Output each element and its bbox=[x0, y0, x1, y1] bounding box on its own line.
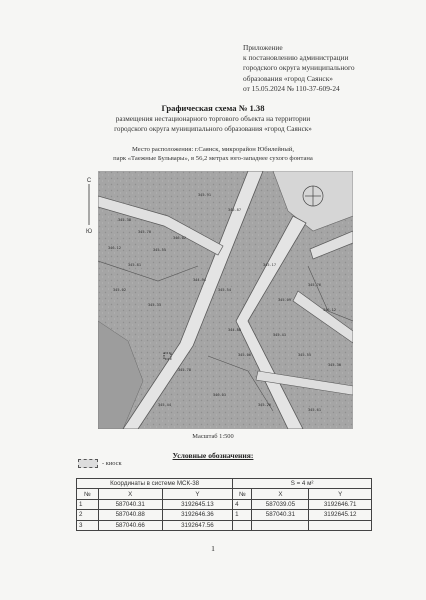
x-value: 587039.05 bbox=[252, 499, 309, 509]
svg-text:345.55: 345.55 bbox=[298, 353, 311, 357]
subtitle-line: городского округа муниципального образования «город Саянск» bbox=[114, 124, 312, 133]
header-cell: № bbox=[77, 489, 99, 499]
document-title: Графическая схема № 1.38 bbox=[161, 103, 265, 113]
y-value: 3192645.12 bbox=[309, 510, 372, 520]
svg-text:345.81: 345.81 bbox=[128, 263, 141, 267]
point-number: 1 bbox=[77, 499, 99, 509]
south-label: Ю bbox=[85, 229, 93, 235]
empty-cell bbox=[233, 520, 252, 530]
svg-text:345.55: 345.55 bbox=[153, 248, 166, 252]
y-value: 3192647.56 bbox=[162, 520, 232, 530]
fountain-icon bbox=[303, 186, 323, 206]
svg-text:345.06: 345.06 bbox=[238, 353, 251, 357]
svg-text:345.76: 345.76 bbox=[308, 283, 321, 287]
header-cell: № bbox=[233, 489, 252, 499]
svg-text:346.12: 346.12 bbox=[108, 246, 121, 250]
location-line: Место расположения: г.Саянск, микрорайон Юбилейный, bbox=[132, 146, 294, 153]
site-map bbox=[98, 171, 353, 429]
svg-text:345.91: 345.91 bbox=[198, 193, 211, 197]
area-caption: S = 4 м² bbox=[233, 479, 372, 489]
svg-text:346.01: 346.01 bbox=[213, 393, 226, 397]
appendix-line: городского округа муниципального bbox=[243, 63, 355, 73]
svg-text:345.33: 345.33 bbox=[148, 303, 161, 307]
svg-text:345.54: 345.54 bbox=[218, 288, 231, 292]
header-cell: X bbox=[98, 489, 162, 499]
point-number: 3 bbox=[77, 520, 99, 530]
north-label: C bbox=[86, 178, 92, 184]
table-caption-row bbox=[77, 479, 372, 489]
svg-text:345.17: 345.17 bbox=[263, 263, 276, 267]
location-text bbox=[50, 145, 376, 163]
x-value: 587040.66 bbox=[98, 520, 162, 530]
x-value: 587040.88 bbox=[98, 510, 162, 520]
header-cell: X bbox=[252, 489, 309, 499]
svg-text:346.02: 346.02 bbox=[173, 236, 186, 240]
svg-text:344.88: 344.88 bbox=[228, 328, 241, 332]
coordinates-table bbox=[76, 478, 372, 531]
header-cell: Y bbox=[162, 489, 232, 499]
north-south-indicator bbox=[84, 175, 94, 235]
map-scale: Масштаб 1:500 bbox=[192, 433, 234, 440]
empty-cell bbox=[309, 520, 372, 530]
y-value: 3192645.13 bbox=[162, 499, 232, 509]
svg-text:345.87: 345.87 bbox=[228, 208, 241, 212]
header-cell: Y bbox=[309, 489, 372, 499]
svg-text:345.02: 345.02 bbox=[113, 288, 126, 292]
table-row bbox=[77, 520, 372, 530]
svg-text:345.61: 345.61 bbox=[308, 408, 321, 412]
point-number: 1 bbox=[233, 510, 252, 520]
svg-text:345.44: 345.44 bbox=[158, 403, 171, 407]
table-row bbox=[77, 510, 372, 520]
subtitle-line: размещения нестационарного торгового объекта на территории bbox=[115, 115, 311, 123]
svg-text:345.70: 345.70 bbox=[138, 230, 151, 234]
location-line: парк «Таежные Бульвары», в 56,2 метрах юго-западнее сухого фонтана bbox=[113, 155, 313, 163]
svg-text:345.38: 345.38 bbox=[118, 218, 131, 222]
kiosk-legend-swatch bbox=[78, 459, 98, 468]
appendix-line: Приложение bbox=[243, 43, 283, 52]
page-number: 1 bbox=[211, 544, 215, 553]
x-value: 587040.31 bbox=[98, 499, 162, 509]
table-header-row bbox=[77, 489, 372, 499]
appendix-line: к постановлению администрации bbox=[243, 53, 349, 63]
legend-item-kiosk bbox=[78, 459, 122, 468]
map-drawing bbox=[98, 171, 353, 429]
svg-text:345.26: 345.26 bbox=[258, 403, 271, 407]
empty-cell bbox=[252, 520, 309, 530]
appendix-line: образования «город Саянск» bbox=[243, 73, 333, 83]
svg-text:345.30: 345.30 bbox=[328, 363, 341, 367]
svg-text:344.94: 344.94 bbox=[193, 278, 206, 282]
svg-text:346.12: 346.12 bbox=[323, 308, 336, 312]
coordinate-system-caption: Координаты в системе МСК-38 bbox=[77, 479, 233, 489]
document-subtitle bbox=[40, 115, 386, 135]
svg-text:345.41: 345.41 bbox=[273, 333, 286, 337]
svg-text:345.78: 345.78 bbox=[178, 368, 191, 372]
table-row bbox=[77, 499, 372, 509]
x-value: 587040.31 bbox=[252, 510, 309, 520]
point-number: 4 bbox=[233, 499, 252, 509]
y-value: 3192646.71 bbox=[309, 499, 372, 509]
legend-title: Условные обозначения: bbox=[172, 451, 254, 460]
appendix-line: от 15.05.2024 № 110-37-609-24 bbox=[243, 83, 340, 93]
svg-text:345.09: 345.09 bbox=[278, 298, 291, 302]
point-number: 2 bbox=[77, 510, 99, 520]
y-value: 3192646.36 bbox=[162, 510, 232, 520]
appendix-block bbox=[243, 43, 413, 94]
kiosk-legend-label: - киоск bbox=[102, 460, 122, 467]
